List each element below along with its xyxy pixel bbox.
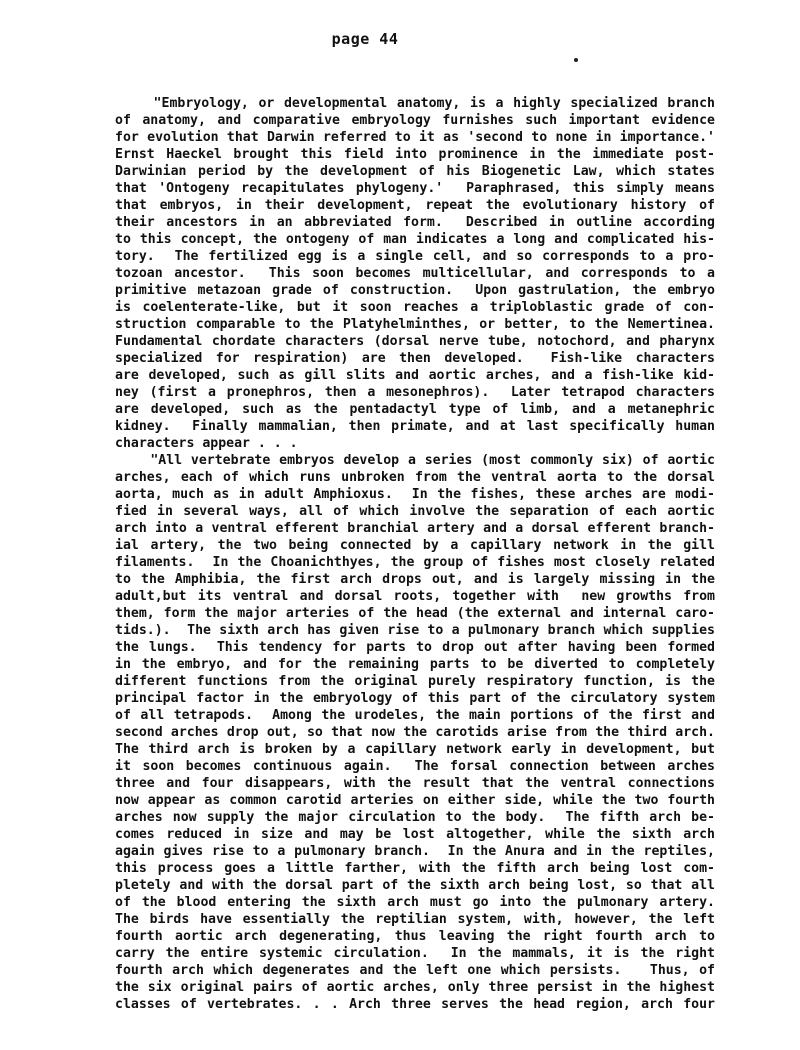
text-line: characters appear . . . (115, 436, 298, 451)
text-line: it soon becomes continuous again. The forsal connection between arches (115, 759, 715, 774)
text-line: fourth aortic arch degenerating, thus leaving the right fourth arch to (115, 929, 715, 944)
text-line: now appear as common carotid arteries on either side, while the two fourth (115, 793, 715, 808)
text-line: this process goes a little farther, with the fifth arch being lost com- (115, 861, 715, 876)
text-line: "Embryology, or developmental anatomy, is a highly specialized branch (115, 96, 715, 111)
text-line: The birds have essentially the reptilian system, with, however, the left (115, 912, 715, 927)
text-line: second arches drop out, so that now the carotids arise from the third arch. (115, 725, 715, 740)
text-line: principal factor in the embryology of this part of the circulatory system (115, 691, 715, 706)
body-text (115, 95, 715, 1013)
text-line: adult,but its ventral and dorsal roots, together with new growths from (115, 589, 715, 604)
text-line: primitive metazoan grade of construction. Upon gastrulation, the embryo (115, 283, 715, 298)
text-line: to the Amphibia, the first arch drops out, and is largely missing in the (115, 572, 715, 587)
text-line: tids.). The sixth arch has given rise to a pulmonary branch which supplies (115, 623, 715, 638)
text-line: pletely and with the dorsal part of the sixth arch being lost, so that all (115, 878, 715, 893)
text-line: carry the entire systemic circulation. In the mammals, it is the right (115, 946, 715, 961)
text-line: that embryos, in their development, repeat the evolutionary history of (115, 198, 715, 213)
text-line: again gives rise to a pulmonary branch. In the Anura and in the reptiles, (115, 844, 715, 859)
text-line: of anatomy, and comparative embryology furnishes such important evidence (115, 113, 715, 128)
text-line: Ernst Haeckel brought this field into prominence in the immediate post- (115, 147, 715, 162)
text-line: arches now supply the major circulation to the body. The fifth arch be- (115, 810, 715, 825)
text-line: struction comparable to the Platyhelminthes, or better, to the Nemertinea. (115, 317, 715, 332)
text-line: three and four disappears, with the result that the ventral connections (115, 776, 715, 791)
text-line: different functions from the original purely respiratory function, is the (115, 674, 715, 689)
text-line: their ancestors in an abbreviated form. Described in outline according (115, 215, 715, 230)
text-line: of all tetrapods. Among the urodeles, the main portions of the first and (115, 708, 715, 723)
text-line: are developed, such as the pentadactyl type of limb, and a metanephric (115, 402, 715, 417)
text-line: of the blood entering the sixth arch must go into the pulmonary artery. (115, 895, 715, 910)
text-line: "All vertebrate embryos develop a series (most commonly six) of aortic (115, 453, 715, 468)
text-line: Darwinian period by the development of his Biogenetic Law, which states (115, 164, 715, 179)
text-line: fourth arch which degenerates and the left one which persists. Thus, of (115, 963, 715, 978)
text-line: tory. The fertilized egg is a single cell, and so corresponds to a pro- (115, 249, 715, 264)
text-line: arches, each of which runs unbroken from the ventral aorta to the dorsal (115, 470, 715, 485)
text-line: are developed, such as gill slits and aortic arches, and a fish-like kid- (115, 368, 715, 383)
text-line: Fundamental chordate characters (dorsal nerve tube, notochord, and pharynx (115, 334, 715, 349)
text-line: ial artery, the two being connected by a capillary network in the gill (115, 538, 715, 553)
text-line: kidney. Finally mammalian, then primate, and at last specifically human (115, 419, 715, 434)
page-number: page 44 (331, 30, 399, 48)
text-line: the six original pairs of aortic arches, only three persist in the highest (115, 980, 715, 995)
text-line: that 'Ontogeny recapitulates phylogeny.' Paraphrased, this simply means (115, 181, 715, 196)
stray-mark (574, 58, 578, 62)
text-line: tozoan ancestor. This soon becomes multicellular, and corresponds to a (115, 266, 715, 281)
text-line: ney (first a pronephros, then a mesonephros). Later tetrapod characters (115, 385, 715, 400)
text-line: The third arch is broken by a capillary network early in development, but (115, 742, 715, 757)
text-line: is coelenterate-like, but it soon reaches a triploblastic grade of con- (115, 300, 715, 315)
text-line: fied in several ways, all of which involve the separation of each aortic (115, 504, 715, 519)
text-line: the lungs. This tendency for parts to drop out after having been formed (115, 640, 715, 655)
text-line: classes of vertebrates. . . Arch three serves the head region, arch four (115, 997, 715, 1012)
text-line: them, form the major arteries of the head (the external and internal caro- (115, 606, 715, 621)
text-line: aorta, much as in adult Amphioxus. In the fishes, these arches are modi- (115, 487, 715, 502)
text-line: for evolution that Darwin referred to it as 'second to none in importance.' (115, 130, 715, 145)
text-line: in the embryo, and for the remaining parts to be diverted to completely (115, 657, 715, 672)
text-line: specialized for respiration) are then developed. Fish-like characters (115, 351, 715, 366)
text-line: arch into a ventral efferent branchial artery and a dorsal efferent branch- (115, 521, 715, 536)
text-line: comes reduced in size and may be lost altogether, while the sixth arch (115, 827, 715, 842)
text-line: to this concept, the ontogeny of man indicates a long and complicated his- (115, 232, 715, 247)
text-line: filaments. In the Choanichthyes, the group of fishes most closely related (115, 555, 715, 570)
